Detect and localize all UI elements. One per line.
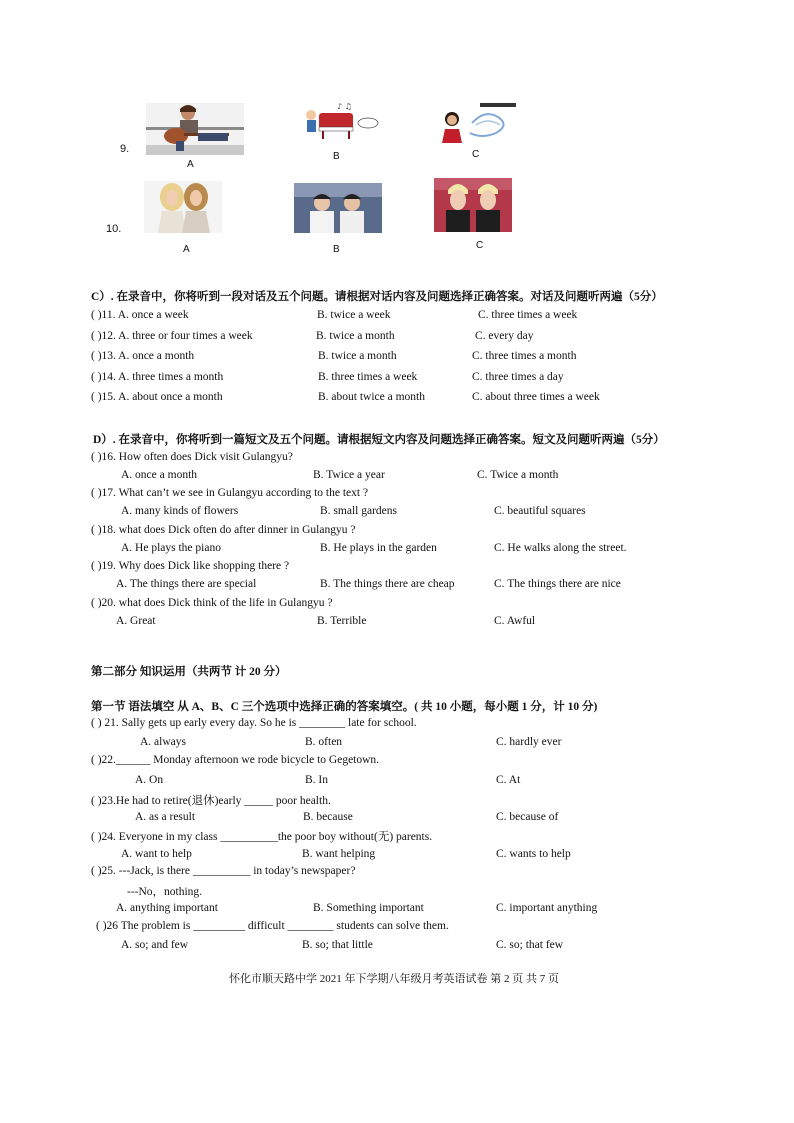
question-25: ( )25. ---Jack, is there __________ in today’s newspaper? [91,865,356,877]
question-21-option-b: B. often [305,736,343,748]
question-25-option-b: B. Something important [313,902,424,914]
question-25-option-a: A. anything important [116,902,218,914]
question-18-option-b: B. He plays in the garden [320,542,437,554]
question-22-option-a: A. On [135,774,164,786]
q9-label-c: C [472,149,481,160]
question-17-option-c: C. beautiful squares [494,505,586,517]
question-16-option-b: B. Twice a year [313,469,385,481]
question-18-option-c: C. He walks along the street. [494,542,627,554]
question-12-option-c: C. every day [475,330,534,342]
question-14-option-c: C. three times a day [472,371,564,383]
two-girls-image [144,181,222,233]
question-17: ( )17. What can’t we see in Gulangyu according to the text ? [91,487,369,499]
q10-label-a: A [183,244,191,255]
question-16: ( )16. How often does Dick visit Gulangyu? [91,451,293,463]
question-22-option-c: C. At [496,774,521,786]
page-footer: 怀化市顺天路中学 2021 年下学期八年级月考英语试卷 第 2 页 共 7 页 [229,973,559,985]
question-20: ( )20. what does Dick think of the life in Gulangyu ? [91,597,333,609]
q9-label-a: A [187,159,195,170]
question-12: ( )12. A. three or four times a week [91,330,253,342]
section-c-heading: C）. 在录音中，你将听到一段对话及五个问题。请根据对话内容及问题选择正确答案。对话及问题听两遍（5分） [91,291,663,303]
question-24-option-b: B. want helping [302,848,376,860]
question-11: ( )11. A. once a week [91,309,189,321]
question-19-option-b: B. The things there are cheap [320,578,455,590]
question-19: ( )19. Why does Dick like shopping there ? [91,560,290,572]
question-26: ( )26 The problem is _________ difficult ________ students can solve them. [96,920,449,932]
question-18: ( )18. what does Dick often do after dinner in Gulangyu ? [91,524,356,536]
question-10-number: 10. [106,223,122,235]
question-12-option-b: B. twice a month [316,330,395,342]
question-13-option-b: B. twice a month [318,350,397,362]
question-20-option-a: A. Great [116,615,156,627]
question-23-option-c: C. because of [496,811,559,823]
question-26-option-a: A. so; and few [121,939,189,951]
question-9-number: 9. [120,143,130,155]
question-15-option-c: C. about three times a week [472,391,600,403]
question-23-option-b: B. because [303,811,353,823]
question-11-option-b: B. twice a week [317,309,391,321]
question-20-option-b: B. Terrible [317,615,367,627]
question-21-option-a: A. always [140,736,186,748]
section-d-heading: D）. 在录音中，你将听到一篇短文及五个问题。请根据短文内容及问题选择正确答案。短文及问题听两遍（5分） [93,434,665,446]
question-16-option-a: A. once a month [121,469,198,481]
q10-label-b: B [333,244,341,255]
twin-boys-image [434,178,512,232]
question-24-option-c: C. wants to help [496,848,571,860]
two-boys-caps-image [294,183,382,233]
question-11-option-c: C. three times a week [478,309,578,321]
question-17-option-a: A. many kinds of flowers [121,505,239,517]
part-2-heading: 第二部分 知识运用（共两节 计 20 分） [91,666,287,678]
question-25-option-c: C. important anything [496,902,598,914]
question-23: ( )23.He had to retire(退休)early _____ poor health. [91,795,331,807]
question-21: ( ) 21. Sally gets up early every day. So he is ________ late for school. [91,717,417,729]
question-25-answer-line: ---No，nothing. [127,886,203,898]
question-26-option-b: B. so; that little [302,939,373,951]
question-17-option-b: B. small gardens [320,505,397,517]
guitar-player-image [146,103,244,155]
question-16-option-c: C. Twice a month [477,469,559,481]
question-14: ( )14. A. three times a month [91,371,224,383]
question-20-option-c: C. Awful [494,615,536,627]
question-14-option-b: B. three times a week [318,371,418,383]
question-26-option-c: C. so; that few [496,939,564,951]
question-13-option-c: C. three times a month [472,350,577,362]
question-23-option-a: A. as a result [135,811,196,823]
piano-cartoon-image [297,101,383,141]
singer-image [440,103,516,143]
question-19-option-a: A. The things there are special [116,578,257,590]
question-18-option-a: A. He plays the piano [121,542,221,554]
question-22-option-b: B. In [305,774,328,786]
question-15-option-b: B. about twice a month [318,391,425,403]
question-13: ( )13. A. once a month [91,350,195,362]
question-22: ( )22.______ Monday afternoon we rode bicycle to Gegetown. [91,754,380,766]
question-24: ( )24. Everyone in my class __________the poor boy without(无) parents. [91,831,433,843]
question-24-option-a: A. want to help [121,848,192,860]
question-15: ( )15. A. about once a month [91,391,223,403]
question-19-option-c: C. The things there are nice [494,578,621,590]
q10-label-c: C [476,240,485,251]
part-2-sub-heading: 第一节 语法填空 从 A、B、C 三个选项中选择正确的答案填空。( 共 10 小题，每小题 1 分，计 10 分) [91,701,598,713]
svg-text:♪ ♫: ♪ ♫ [337,102,352,111]
q9-label-b: B [333,151,341,162]
question-21-option-c: C. hardly ever [496,736,562,748]
